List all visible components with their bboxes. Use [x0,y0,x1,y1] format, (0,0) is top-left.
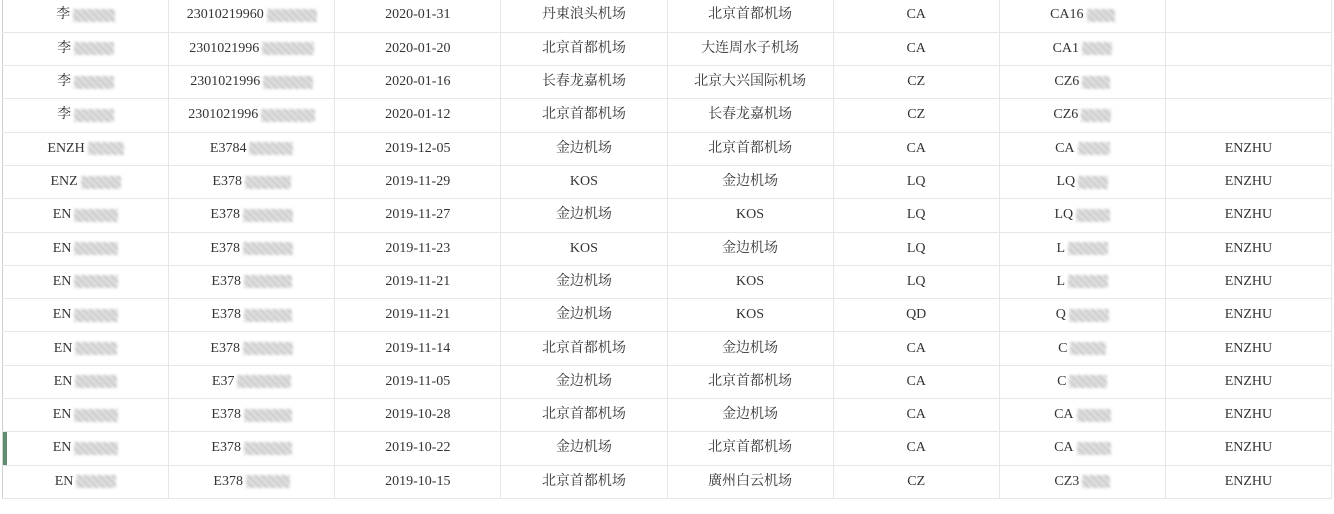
table-row [3,332,1332,365]
redacted-blur [1082,475,1110,488]
cell-name-cn[interactable] [3,165,169,198]
cell-text: EN [52,240,72,256]
cell-text: 北京首都机场 [708,140,793,156]
cell-name-cn[interactable] [3,132,169,165]
table-row [3,465,1332,498]
cell-document-number[interactable] [169,199,335,232]
cell-name-cn[interactable] [3,432,169,465]
cell-text: CZ [907,473,926,489]
cell-flight-number[interactable] [999,132,1165,165]
cell-text: E378 [210,207,240,223]
cell-text: 金边机场 [555,207,612,223]
cell-departure-airport[interactable] [501,299,667,332]
cell-document-number[interactable] [169,332,335,365]
cell-arrival-airport[interactable] [667,465,833,498]
cell-document-number[interactable] [169,465,335,498]
cell-departure-airport[interactable] [501,99,667,132]
cell-text: Q [1055,307,1066,323]
cell-name-en[interactable] [1165,232,1331,265]
redacted-blur [75,342,117,355]
cell-document-number[interactable] [169,99,335,132]
cell-text: ENZHU [1224,273,1273,289]
cell-flight-number[interactable] [999,432,1165,465]
cell-arrival-airport[interactable] [667,32,833,65]
cell-document-number[interactable] [169,132,335,165]
cell-document-number[interactable] [169,66,335,99]
cell-departure-airport[interactable] [501,432,667,465]
cell-text: 2019-11-27 [385,207,451,223]
cell-flight-date[interactable] [335,365,501,398]
table-row [3,265,1332,298]
redacted-blur [1076,209,1110,222]
cell-text: 金边机场 [555,373,612,389]
cell-name-cn[interactable] [3,299,169,332]
table-row [3,32,1332,65]
redacted-blur [1070,342,1106,355]
cell-text: CA [906,340,926,356]
table-row [3,199,1332,232]
cell-text: 2301021996 [190,74,261,90]
cell-name-cn[interactable] [3,99,169,132]
cell-text: EN [52,273,72,289]
cell-text: 2019-11-21 [385,307,451,323]
redacted-blur [1082,42,1112,55]
cell-departure-airport[interactable] [501,332,667,365]
cell-text: KOS [569,240,598,256]
cell-text: CZ3 [1054,473,1080,489]
cell-flight-number[interactable] [999,99,1165,132]
cell-airline-code[interactable] [833,99,999,132]
redacted-blur [1078,142,1110,155]
cell-text: CA [906,7,926,23]
cell-text: KOS [736,207,765,223]
redacted-blur [75,375,117,388]
flight-table-body [3,0,1332,498]
cell-text: L [1056,240,1066,256]
cell-flight-date[interactable] [335,99,501,132]
redacted-blur [1078,176,1108,189]
cell-text: ENZHU [1224,407,1273,423]
cell-flight-date[interactable] [335,132,501,165]
cell-arrival-airport[interactable] [667,332,833,365]
cell-text: 长春龙嘉机场 [708,107,793,123]
cell-text: 2020-01-12 [385,107,451,123]
cell-text: 2019-11-21 [385,273,451,289]
cell-document-number[interactable] [169,365,335,398]
cell-flight-number[interactable] [999,399,1165,432]
cell-text: 金边机场 [555,440,612,456]
cell-document-number[interactable] [169,0,335,32]
redacted-blur [244,275,292,288]
cell-text: 廣州白云机场 [708,473,793,489]
cell-arrival-airport[interactable] [667,232,833,265]
cell-departure-airport[interactable] [501,165,667,198]
cell-text: EN [53,373,73,389]
cell-text: ENZHU [1224,140,1273,156]
cell-airline-code[interactable] [833,399,999,432]
cell-name-cn[interactable] [3,66,169,99]
cell-departure-airport[interactable] [501,0,667,32]
cell-text: KOS [569,174,598,190]
cell-arrival-airport[interactable] [667,365,833,398]
cell-document-number[interactable] [169,165,335,198]
cell-text: ENZHU [1224,307,1273,323]
cell-name-cn[interactable] [3,465,169,498]
cell-name-en[interactable] [1165,66,1331,99]
cell-flight-date[interactable] [335,232,501,265]
redacted-blur [74,309,118,322]
cell-text: 2301021996 [188,107,259,123]
cell-name-en[interactable] [1165,299,1331,332]
redacted-blur [261,109,315,122]
cell-airline-code[interactable] [833,332,999,365]
cell-text: CA16 [1050,7,1084,23]
cell-departure-airport[interactable] [501,265,667,298]
cell-text: ENZHU [1224,440,1273,456]
cell-text: 2020-01-20 [385,40,451,56]
cell-flight-number[interactable] [999,265,1165,298]
cell-text: E3784 [209,140,247,156]
cell-text: C [1057,373,1067,389]
redacted-blur [74,409,118,422]
cell-document-number[interactable] [169,32,335,65]
cell-text: E378 [213,473,243,489]
cell-text: 23010219960 [186,7,264,23]
redacted-blur [243,209,293,222]
cell-text: E378 [211,440,241,456]
cell-text: ENZHU [1224,174,1273,190]
redacted-blur [74,275,118,288]
cell-text: E378 [211,273,241,289]
cell-arrival-airport[interactable] [667,165,833,198]
cell-airline-code[interactable] [833,432,999,465]
cell-text: LQ [1054,207,1074,223]
cell-text: 2019-11-05 [385,373,451,389]
cell-text: 北京首都机场 [541,340,626,356]
cell-text: 2019-10-28 [385,407,451,423]
redacted-blur [243,342,293,355]
cell-document-number[interactable] [169,265,335,298]
cell-text: EN [52,440,72,456]
cell-flight-date[interactable] [335,165,501,198]
cell-text: 2019-10-22 [385,440,451,456]
redacted-blur [263,76,313,89]
redacted-blur [245,176,291,189]
cell-name-en[interactable] [1165,399,1331,432]
redacted-blur [246,475,290,488]
cell-text: ENZHU [1224,473,1273,489]
cell-name-en[interactable] [1165,365,1331,398]
cell-text: ENZHU [1224,207,1273,223]
cell-name-cn[interactable] [3,32,169,65]
cell-text: KOS [736,307,765,323]
cell-departure-airport[interactable] [501,32,667,65]
cell-text: CA1 [1052,40,1080,56]
redacted-blur [74,242,118,255]
cell-arrival-airport[interactable] [667,432,833,465]
cell-text: ENZHU [1224,373,1273,389]
cell-text: E378 [211,407,241,423]
table-row [3,66,1332,99]
redacted-blur [244,409,292,422]
redacted-blur [74,442,118,455]
cell-document-number[interactable] [169,232,335,265]
redacted-blur [237,375,291,388]
cell-arrival-airport[interactable] [667,132,833,165]
redacted-blur [244,442,292,455]
cell-name-cn[interactable] [3,332,169,365]
cell-flight-number[interactable] [999,165,1165,198]
cell-text: LQ [906,207,926,223]
cell-text: CA [1054,440,1074,456]
cell-text: 2020-01-31 [385,7,451,23]
cell-airline-code[interactable] [833,265,999,298]
redacted-blur [1081,109,1111,122]
redacted-blur [74,109,114,122]
cell-text: EN [53,340,73,356]
cell-text: 金边机场 [722,174,779,190]
cell-arrival-airport[interactable] [667,399,833,432]
redacted-blur [1087,9,1115,22]
cell-text: 北京首都机场 [708,373,793,389]
cell-text: EN [52,207,72,223]
cell-airline-code[interactable] [833,232,999,265]
cell-text: 李 [57,74,72,90]
cell-text: 丹東浪头机场 [541,7,626,23]
table-row [3,132,1332,165]
cell-flight-number[interactable] [999,0,1165,32]
cell-text: 金边机场 [555,140,612,156]
cell-name-en[interactable] [1165,465,1331,498]
cell-text: EN [52,307,72,323]
cell-text: E378 [210,240,240,256]
redacted-blur [73,9,115,22]
cell-text: 金边机场 [555,273,612,289]
cell-text: CZ6 [1053,107,1079,123]
cell-text: E378 [210,340,240,356]
cell-name-en[interactable] [1165,165,1331,198]
cell-name-en[interactable] [1165,99,1331,132]
cell-name-cn[interactable] [3,0,169,32]
cell-text: CA [906,40,926,56]
cell-flight-number[interactable] [999,232,1165,265]
redacted-blur [267,9,317,22]
cell-name-cn[interactable] [3,399,169,432]
cell-text: QD [906,307,927,323]
cell-text: CA [906,440,926,456]
cell-text: 2019-11-14 [385,340,451,356]
cell-text: ENZHU [1224,240,1273,256]
cell-text: E37 [211,373,235,389]
cell-airline-code[interactable] [833,165,999,198]
cell-airline-code[interactable] [833,365,999,398]
table-row [3,232,1332,265]
cell-text: ENZHU [1224,340,1273,356]
cell-text: ENZH [47,140,85,156]
redacted-blur [1069,375,1107,388]
cell-text: 大连周水子机场 [701,40,800,56]
cell-text: 金边机场 [722,340,779,356]
cell-arrival-airport[interactable] [667,199,833,232]
redacted-blur [1082,76,1110,89]
cell-airline-code[interactable] [833,0,999,32]
cell-text: 北京首都机场 [541,407,626,423]
cell-text: L [1056,273,1066,289]
cell-text: 北京首都机场 [708,7,793,23]
cell-arrival-airport[interactable] [667,265,833,298]
cell-airline-code[interactable] [833,66,999,99]
cell-airline-code[interactable] [833,199,999,232]
redacted-blur [88,142,124,155]
cell-text: LQ [906,273,926,289]
redacted-blur [1077,409,1111,422]
cell-text: LQ [906,240,926,256]
cell-text: 2019-12-05 [385,140,451,156]
cell-flight-date[interactable] [335,299,501,332]
cell-document-number[interactable] [169,399,335,432]
cell-flight-date[interactable] [335,199,501,232]
cell-text: 北京首都机场 [541,107,626,123]
cell-name-en[interactable] [1165,32,1331,65]
redacted-blur [249,142,293,155]
cell-text: LQ [1056,174,1076,190]
cell-arrival-airport[interactable] [667,0,833,32]
cell-text: C [1058,340,1068,356]
table-row [3,99,1332,132]
cell-text: 北京首都机场 [541,40,626,56]
cell-flight-date[interactable] [335,0,501,32]
cell-departure-airport[interactable] [501,66,667,99]
cell-text: CA [1055,140,1075,156]
cell-flight-date[interactable] [335,332,501,365]
redacted-blur [81,176,121,189]
cell-airline-code[interactable] [833,465,999,498]
redacted-blur [262,42,314,55]
cell-name-en[interactable] [1165,265,1331,298]
redacted-blur [1068,275,1108,288]
redacted-blur [74,76,114,89]
flight-records-table [2,0,1332,499]
table-row [3,365,1332,398]
cell-name-cn[interactable] [3,199,169,232]
cell-text: CZ [907,107,926,123]
cell-flight-date[interactable] [335,32,501,65]
cell-text: CA [1054,407,1074,423]
cell-text: E378 [211,307,241,323]
cell-text: 2301021996 [189,40,260,56]
cell-arrival-airport[interactable] [667,99,833,132]
cell-text: EN [52,407,72,423]
cell-document-number[interactable] [169,432,335,465]
redacted-blur [243,242,293,255]
cell-text: CA [906,373,926,389]
table-row [3,0,1332,32]
redacted-blur [1077,442,1111,455]
cell-text: LQ [906,174,926,190]
cell-text: ENZ [50,174,78,190]
cell-text: 李 [57,107,72,123]
cell-text: 2019-11-23 [385,240,451,256]
cell-document-number[interactable] [169,299,335,332]
cell-flight-number[interactable] [999,32,1165,65]
cell-text: CA [906,407,926,423]
cell-text: KOS [736,273,765,289]
cell-flight-number[interactable] [999,332,1165,365]
cell-flight-number[interactable] [999,465,1165,498]
cell-departure-airport[interactable] [501,132,667,165]
cell-airline-code[interactable] [833,32,999,65]
cell-flight-date[interactable] [335,399,501,432]
cell-text: 2019-10-15 [385,473,451,489]
cell-text: 李 [57,40,72,56]
cell-airline-code[interactable] [833,132,999,165]
cell-departure-airport[interactable] [501,465,667,498]
cell-flight-date[interactable] [335,265,501,298]
cell-arrival-airport[interactable] [667,66,833,99]
redacted-blur [74,209,118,222]
cell-name-cn[interactable] [3,232,169,265]
cell-text: 长春龙嘉机场 [541,74,626,90]
cell-text: CZ6 [1054,74,1080,90]
cell-departure-airport[interactable] [501,365,667,398]
redacted-blur [74,42,114,55]
redacted-blur [76,475,116,488]
cell-text: CZ [907,74,926,90]
cell-name-cn[interactable] [3,265,169,298]
table-row [3,399,1332,432]
cell-airline-code[interactable] [833,299,999,332]
cell-name-en[interactable] [1165,432,1331,465]
cell-text: 金边机场 [722,240,779,256]
redacted-blur [1068,242,1108,255]
cell-name-en[interactable] [1165,132,1331,165]
cell-text: 金边机场 [555,307,612,323]
cell-text: 北京首都机场 [541,473,626,489]
cell-name-en[interactable] [1165,0,1331,32]
redacted-blur [1069,309,1109,322]
cell-text: 2020-01-16 [385,74,451,90]
cell-departure-airport[interactable] [501,232,667,265]
table-row-selected [3,432,1332,465]
cell-departure-airport[interactable] [501,199,667,232]
cell-flight-date[interactable] [335,465,501,498]
cell-flight-date[interactable] [335,66,501,99]
cell-flight-number[interactable] [999,365,1165,398]
table-row [3,165,1332,198]
cell-text: 金边机场 [722,407,779,423]
cell-text: 2019-11-29 [385,174,451,190]
cell-name-en[interactable] [1165,332,1331,365]
cell-name-cn[interactable] [3,365,169,398]
cell-arrival-airport[interactable] [667,299,833,332]
cell-flight-date[interactable] [335,432,501,465]
cell-text: CA [906,140,926,156]
cell-text: 北京大兴国际机场 [694,74,807,90]
cell-text: E378 [212,174,242,190]
cell-text: 李 [56,7,71,23]
cell-departure-airport[interactable] [501,399,667,432]
cell-text: EN [54,473,74,489]
redacted-blur [244,309,292,322]
cell-flight-number[interactable] [999,299,1165,332]
cell-name-en[interactable] [1165,199,1331,232]
cell-flight-number[interactable] [999,199,1165,232]
cell-text: 北京首都机场 [708,440,793,456]
cell-flight-number[interactable] [999,66,1165,99]
table-row [3,299,1332,332]
